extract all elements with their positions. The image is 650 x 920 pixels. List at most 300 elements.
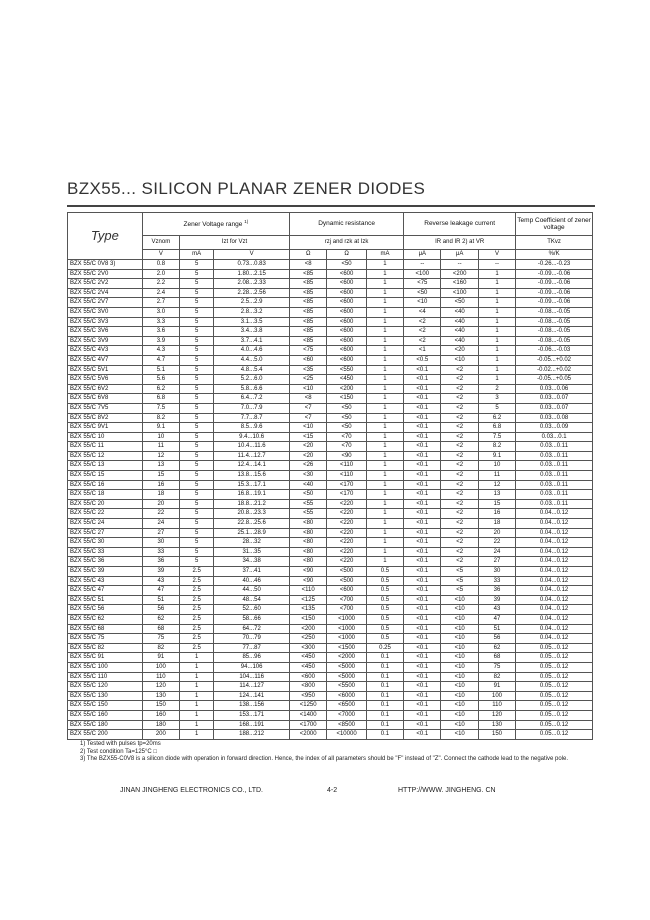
value-cell: <5 xyxy=(441,567,478,577)
table-row xyxy=(68,586,593,596)
value-cell: <0.1 xyxy=(404,451,441,461)
value-cell: <2000 xyxy=(290,730,327,740)
value-cell: <2 xyxy=(441,509,478,519)
type-cell: BZX 55/C 18 xyxy=(68,490,143,500)
value-cell: <0.1 xyxy=(404,595,441,605)
title-rule xyxy=(67,205,595,207)
type-cell: BZX 55/C 11 xyxy=(68,442,143,452)
value-cell: 160 xyxy=(142,710,179,720)
value-cell: 1 xyxy=(366,480,403,490)
value-cell: <70 xyxy=(327,432,366,442)
value-cell: 1 xyxy=(366,509,403,519)
table-row xyxy=(68,269,593,279)
value-cell: 16 xyxy=(142,480,179,490)
value-cell: 3.6 xyxy=(142,327,179,337)
value-cell: <450 xyxy=(290,662,327,672)
value-cell: 1 xyxy=(366,327,403,337)
value-cell: <125 xyxy=(290,595,327,605)
value-cell: <220 xyxy=(327,547,366,557)
value-cell: <600 xyxy=(327,307,366,317)
value-cell: 22 xyxy=(142,509,179,519)
value-cell: 2.8...3.2 xyxy=(214,307,290,317)
value-cell: 5 xyxy=(180,317,214,327)
value-cell: 5 xyxy=(180,471,214,481)
value-cell: 82 xyxy=(142,643,179,653)
vznom-header: Vznom xyxy=(142,236,179,250)
value-cell: 5 xyxy=(180,307,214,317)
header-row-params xyxy=(68,236,593,250)
value-cell: 25.1...28.9 xyxy=(214,528,290,538)
value-cell: <0.1 xyxy=(404,442,441,452)
type-cell: BZX 55/C 68 xyxy=(68,624,143,634)
value-cell: <2 xyxy=(441,375,478,385)
value-cell: -0.09...-0.06 xyxy=(516,269,593,279)
value-cell: 2.5 xyxy=(180,567,214,577)
value-cell: 30 xyxy=(142,538,179,548)
value-cell: <600 xyxy=(327,279,366,289)
type-cell: BZX 55/C 150 xyxy=(68,701,143,711)
table-row xyxy=(68,355,593,365)
value-cell: 56 xyxy=(142,605,179,615)
value-cell: 44...50 xyxy=(214,586,290,596)
table-row xyxy=(68,643,593,653)
value-cell: 47 xyxy=(478,614,515,624)
value-cell: 4.7 xyxy=(142,355,179,365)
value-cell: 1 xyxy=(478,355,515,365)
value-cell: 0.03...0.11 xyxy=(516,490,593,500)
value-cell: <75 xyxy=(404,279,441,289)
value-cell: 8.2 xyxy=(478,442,515,452)
value-cell: <80 xyxy=(290,538,327,548)
value-cell: 39 xyxy=(142,567,179,577)
value-cell: 0.04...0.12 xyxy=(516,547,593,557)
value-cell: <600 xyxy=(327,336,366,346)
value-cell: 0.04...0.12 xyxy=(516,528,593,538)
type-cell: BZX 55/C 20 xyxy=(68,499,143,509)
value-cell: <2 xyxy=(441,490,478,500)
value-cell: 5 xyxy=(180,365,214,375)
table-row xyxy=(68,557,593,567)
table-row xyxy=(68,307,593,317)
value-cell: <2 xyxy=(441,394,478,404)
value-cell: 0.5 xyxy=(366,614,403,624)
unit-cell: Ω xyxy=(290,250,327,260)
unit-cell: %/K xyxy=(516,250,593,260)
value-cell: <220 xyxy=(327,528,366,538)
value-cell: -0.09...-0.06 xyxy=(516,279,593,289)
value-cell: 0.04...0.12 xyxy=(516,567,593,577)
table-row xyxy=(68,519,593,529)
value-cell: 47 xyxy=(142,586,179,596)
table-row xyxy=(68,394,593,404)
value-cell: 6.4...7.2 xyxy=(214,394,290,404)
type-cell: BZX 55/C 6V8 xyxy=(68,394,143,404)
value-cell: 1 xyxy=(478,365,515,375)
value-cell: 1 xyxy=(366,365,403,375)
value-cell: <2 xyxy=(404,317,441,327)
value-cell: <85 xyxy=(290,317,327,327)
value-cell: 5 xyxy=(180,432,214,442)
value-cell: 15 xyxy=(142,471,179,481)
value-cell: <1000 xyxy=(327,624,366,634)
value-cell: 68 xyxy=(478,653,515,663)
type-cell: BZX 55/C 15 xyxy=(68,471,143,481)
value-cell: 3.9 xyxy=(142,336,179,346)
value-cell: 34...38 xyxy=(214,557,290,567)
value-cell: 188...212 xyxy=(214,730,290,740)
value-cell: 0.03...0.11 xyxy=(516,461,593,471)
value-cell: 5 xyxy=(180,384,214,394)
value-cell: 5 xyxy=(180,499,214,509)
value-cell: 0.05...0.12 xyxy=(516,643,593,653)
value-cell: 33 xyxy=(478,576,515,586)
value-cell: <10 xyxy=(441,643,478,653)
value-cell: <0.1 xyxy=(404,614,441,624)
value-cell: 0.73...0.83 xyxy=(214,260,290,270)
value-cell: 37...41 xyxy=(214,567,290,577)
value-cell: 70...79 xyxy=(214,634,290,644)
value-cell: <10 xyxy=(441,701,478,711)
value-cell: 1 xyxy=(366,375,403,385)
value-cell: 124...141 xyxy=(214,691,290,701)
header-row-groups xyxy=(68,213,593,236)
value-cell: <0.1 xyxy=(404,394,441,404)
value-cell: <10 xyxy=(441,595,478,605)
value-cell: <550 xyxy=(327,365,366,375)
type-cell: BZX 55/C 56 xyxy=(68,605,143,615)
value-cell: <700 xyxy=(327,605,366,615)
value-cell: <40 xyxy=(441,317,478,327)
value-cell: 1 xyxy=(180,653,214,663)
value-cell: 6.2 xyxy=(142,384,179,394)
type-cell: BZX 55/C 7V5 xyxy=(68,403,143,413)
value-cell: 10.4...11.6 xyxy=(214,442,290,452)
value-cell: 0.04...0.12 xyxy=(516,586,593,596)
value-cell: 0.03...0.06 xyxy=(516,384,593,394)
value-cell: 153...171 xyxy=(214,710,290,720)
value-cell: <0.1 xyxy=(404,624,441,634)
value-cell: <0.1 xyxy=(404,634,441,644)
value-cell: <0.1 xyxy=(404,701,441,711)
value-cell: <250 xyxy=(290,634,327,644)
value-cell: <50 xyxy=(327,403,366,413)
value-cell: <2 xyxy=(441,432,478,442)
value-cell: <85 xyxy=(290,279,327,289)
value-cell: <25 xyxy=(290,375,327,385)
value-cell: 2.0 xyxy=(142,269,179,279)
value-cell: <6000 xyxy=(327,691,366,701)
value-cell: <55 xyxy=(290,499,327,509)
value-cell: 1 xyxy=(366,260,403,270)
value-cell: <7 xyxy=(290,413,327,423)
value-cell: <85 xyxy=(290,307,327,317)
value-cell: 0.03...0.11 xyxy=(516,499,593,509)
value-cell: 2.5 xyxy=(180,643,214,653)
value-cell: 64...72 xyxy=(214,624,290,634)
value-cell: 1 xyxy=(366,432,403,442)
value-cell: 1 xyxy=(366,471,403,481)
value-cell: 0.05...0.12 xyxy=(516,682,593,692)
value-cell: 1 xyxy=(478,375,515,385)
value-cell: 0.8 xyxy=(142,260,179,270)
value-cell: 58...66 xyxy=(214,614,290,624)
value-cell: <600 xyxy=(327,317,366,327)
value-cell: 11 xyxy=(478,471,515,481)
value-cell: <450 xyxy=(327,375,366,385)
value-cell: <90 xyxy=(290,567,327,577)
value-cell: 0.04...0.12 xyxy=(516,624,593,634)
footnote: 2) Test condition Ta=125°C □ xyxy=(80,748,158,755)
value-cell: 1 xyxy=(180,662,214,672)
tkvz-header: TKvz xyxy=(516,236,593,250)
value-cell: 1 xyxy=(366,346,403,356)
value-cell: 1 xyxy=(366,298,403,308)
value-cell: <0.1 xyxy=(404,710,441,720)
value-cell: 1 xyxy=(366,394,403,404)
type-cell: BZX 55/C 3V3 xyxy=(68,317,143,327)
value-cell: 18 xyxy=(478,519,515,529)
value-cell: <0.1 xyxy=(404,691,441,701)
table-row xyxy=(68,298,593,308)
website-url: HTTP://WWW. JINGHENG. CN xyxy=(398,787,496,794)
value-cell: 1 xyxy=(180,710,214,720)
value-cell: 1 xyxy=(478,279,515,289)
value-cell: 9.4...10.6 xyxy=(214,432,290,442)
unit-cell: Ω xyxy=(327,250,366,260)
value-cell: 0.5 xyxy=(366,595,403,605)
table-row xyxy=(68,701,593,711)
value-cell: 0.1 xyxy=(366,710,403,720)
value-cell: 2.4 xyxy=(142,288,179,298)
value-cell: <450 xyxy=(290,653,327,663)
value-cell: 1 xyxy=(180,730,214,740)
value-cell: <170 xyxy=(327,480,366,490)
value-cell: <5 xyxy=(441,576,478,586)
value-cell: <0.1 xyxy=(404,423,441,433)
type-cell: BZX 55/C 200 xyxy=(68,730,143,740)
value-cell: 110 xyxy=(478,701,515,711)
value-cell: 1 xyxy=(366,288,403,298)
value-cell: 0.5 xyxy=(366,634,403,644)
value-cell: <10 xyxy=(441,662,478,672)
value-cell: 0.04...0.12 xyxy=(516,614,593,624)
value-cell: <20 xyxy=(290,451,327,461)
type-cell: BZX 55/C 4V3 xyxy=(68,346,143,356)
value-cell: 0.04...0.12 xyxy=(516,634,593,644)
value-cell: 0.05...0.12 xyxy=(516,653,593,663)
value-cell: 3 xyxy=(478,394,515,404)
value-cell: 0.03...0.08 xyxy=(516,413,593,423)
value-cell: <2 xyxy=(441,461,478,471)
value-cell: 1 xyxy=(180,701,214,711)
type-cell: BZX 55/C 0V8 3) xyxy=(68,260,143,270)
value-cell: 0.04...0.12 xyxy=(516,557,593,567)
value-cell: 51 xyxy=(478,624,515,634)
value-cell: <2 xyxy=(441,557,478,567)
value-cell: <26 xyxy=(290,461,327,471)
type-cell: BZX 55/C 6V2 xyxy=(68,384,143,394)
value-cell: 2.5 xyxy=(180,576,214,586)
value-cell: <85 xyxy=(290,327,327,337)
type-cell: BZX 55/C 47 xyxy=(68,586,143,596)
value-cell: 200 xyxy=(142,730,179,740)
value-cell: 56 xyxy=(478,634,515,644)
value-cell: <2 xyxy=(404,327,441,337)
value-cell: <600 xyxy=(327,288,366,298)
value-cell: 36 xyxy=(478,586,515,596)
value-cell: <10 xyxy=(441,691,478,701)
value-cell: 2.5...2.9 xyxy=(214,298,290,308)
value-cell: <500 xyxy=(327,567,366,577)
value-cell: <10 xyxy=(441,355,478,365)
value-cell: <10 xyxy=(441,624,478,634)
value-cell: 9.1 xyxy=(142,423,179,433)
value-cell: 1 xyxy=(366,269,403,279)
value-cell: <0.1 xyxy=(404,528,441,538)
value-cell: -0.02...+0.02 xyxy=(516,365,593,375)
table-row xyxy=(68,403,593,413)
value-cell: 0.05...0.12 xyxy=(516,730,593,740)
dynamic-resistance-header: Dynamic resistance xyxy=(290,213,404,236)
value-cell: 10 xyxy=(478,461,515,471)
type-cell: BZX 55/C 39 xyxy=(68,567,143,577)
type-cell: BZX 55/C 180 xyxy=(68,720,143,730)
value-cell: <1400 xyxy=(290,710,327,720)
value-cell: 114...127 xyxy=(214,682,290,692)
value-cell: <10 xyxy=(441,730,478,740)
value-cell: 9.1 xyxy=(478,451,515,461)
table-row xyxy=(68,413,593,423)
table-row xyxy=(68,336,593,346)
value-cell: -0.08...-0.05 xyxy=(516,307,593,317)
type-header: Type xyxy=(68,213,143,260)
value-cell: <0.1 xyxy=(404,471,441,481)
table-row xyxy=(68,480,593,490)
value-cell: <300 xyxy=(290,643,327,653)
table-row xyxy=(68,279,593,289)
value-cell: 24 xyxy=(478,547,515,557)
value-cell: <0.1 xyxy=(404,403,441,413)
table-row xyxy=(68,451,593,461)
value-cell: 82 xyxy=(478,672,515,682)
value-cell: -- xyxy=(478,260,515,270)
value-cell: 7.7...8.7 xyxy=(214,413,290,423)
table-row xyxy=(68,260,593,270)
value-cell: <2 xyxy=(441,365,478,375)
table-row xyxy=(68,634,593,644)
value-cell: 13 xyxy=(142,461,179,471)
value-cell: 2.2 xyxy=(142,279,179,289)
value-cell: 5.8...6.6 xyxy=(214,384,290,394)
value-cell: 0.03...0.07 xyxy=(516,403,593,413)
value-cell: 1 xyxy=(478,288,515,298)
value-cell: <40 xyxy=(441,307,478,317)
value-cell: <170 xyxy=(327,490,366,500)
value-cell: 40...46 xyxy=(214,576,290,586)
value-cell: <160 xyxy=(441,279,478,289)
value-cell: 13.8...15.6 xyxy=(214,471,290,481)
value-cell: 75 xyxy=(478,662,515,672)
value-cell: 28...32 xyxy=(214,538,290,548)
value-cell: 1 xyxy=(366,499,403,509)
type-cell: BZX 55/C 3V6 xyxy=(68,327,143,337)
value-cell: 5 xyxy=(180,480,214,490)
value-cell: <110 xyxy=(290,586,327,596)
value-cell: 120 xyxy=(478,710,515,720)
value-cell: <0.1 xyxy=(404,586,441,596)
type-cell: BZX 55/C 27 xyxy=(68,528,143,538)
unit-cell: mA xyxy=(366,250,403,260)
value-cell: <1250 xyxy=(290,701,327,711)
value-cell: 62 xyxy=(142,614,179,624)
value-cell: 5 xyxy=(180,327,214,337)
value-cell: <200 xyxy=(290,624,327,634)
value-cell: <10 xyxy=(441,710,478,720)
value-cell: <2 xyxy=(441,442,478,452)
table-row xyxy=(68,595,593,605)
value-cell: <110 xyxy=(327,471,366,481)
value-cell: <0.1 xyxy=(404,662,441,672)
value-cell: <85 xyxy=(290,298,327,308)
value-cell: <8 xyxy=(290,260,327,270)
type-cell: BZX 55/C 2V7 xyxy=(68,298,143,308)
value-cell: <5500 xyxy=(327,682,366,692)
value-cell: <0.5 xyxy=(404,355,441,365)
value-cell: 0.5 xyxy=(366,624,403,634)
value-cell: -0.05...+0.05 xyxy=(516,375,593,385)
value-cell: 5 xyxy=(180,355,214,365)
value-cell: 27 xyxy=(478,557,515,567)
value-cell: <2 xyxy=(441,403,478,413)
unit-cell: V xyxy=(478,250,515,260)
type-cell: BZX 55/C 3V0 xyxy=(68,307,143,317)
table-row xyxy=(68,720,593,730)
value-cell: 0.03...0.11 xyxy=(516,451,593,461)
value-cell: 180 xyxy=(142,720,179,730)
value-cell: <0.1 xyxy=(404,499,441,509)
value-cell: 6.8 xyxy=(478,423,515,433)
value-cell: <135 xyxy=(290,605,327,615)
value-cell: <2 xyxy=(441,423,478,433)
value-cell: 2 xyxy=(478,384,515,394)
type-cell: BZX 55/C 62 xyxy=(68,614,143,624)
value-cell: 0.1 xyxy=(366,682,403,692)
value-cell: 5 xyxy=(180,394,214,404)
value-cell: <4 xyxy=(404,307,441,317)
temp-coefficient-header: Temp Coefficient of zener voltage xyxy=(516,213,593,236)
value-cell: 138...156 xyxy=(214,701,290,711)
value-cell: <0.1 xyxy=(404,557,441,567)
value-cell: <0.1 xyxy=(404,384,441,394)
value-cell: <0.1 xyxy=(404,480,441,490)
table-row xyxy=(68,614,593,624)
value-cell: <40 xyxy=(290,480,327,490)
value-cell: 0.1 xyxy=(366,662,403,672)
value-cell: 1 xyxy=(366,279,403,289)
value-cell: <950 xyxy=(290,691,327,701)
value-cell: 5 xyxy=(180,336,214,346)
value-cell: <150 xyxy=(290,614,327,624)
value-cell: <2 xyxy=(441,471,478,481)
value-cell: 4.8...5.4 xyxy=(214,365,290,375)
value-cell: <55 xyxy=(290,509,327,519)
type-cell: BZX 55/C 4V7 xyxy=(68,355,143,365)
value-cell: 5 xyxy=(180,461,214,471)
value-cell: <200 xyxy=(441,269,478,279)
value-cell: <40 xyxy=(441,336,478,346)
value-cell: 2.7 xyxy=(142,298,179,308)
value-cell: 100 xyxy=(478,691,515,701)
